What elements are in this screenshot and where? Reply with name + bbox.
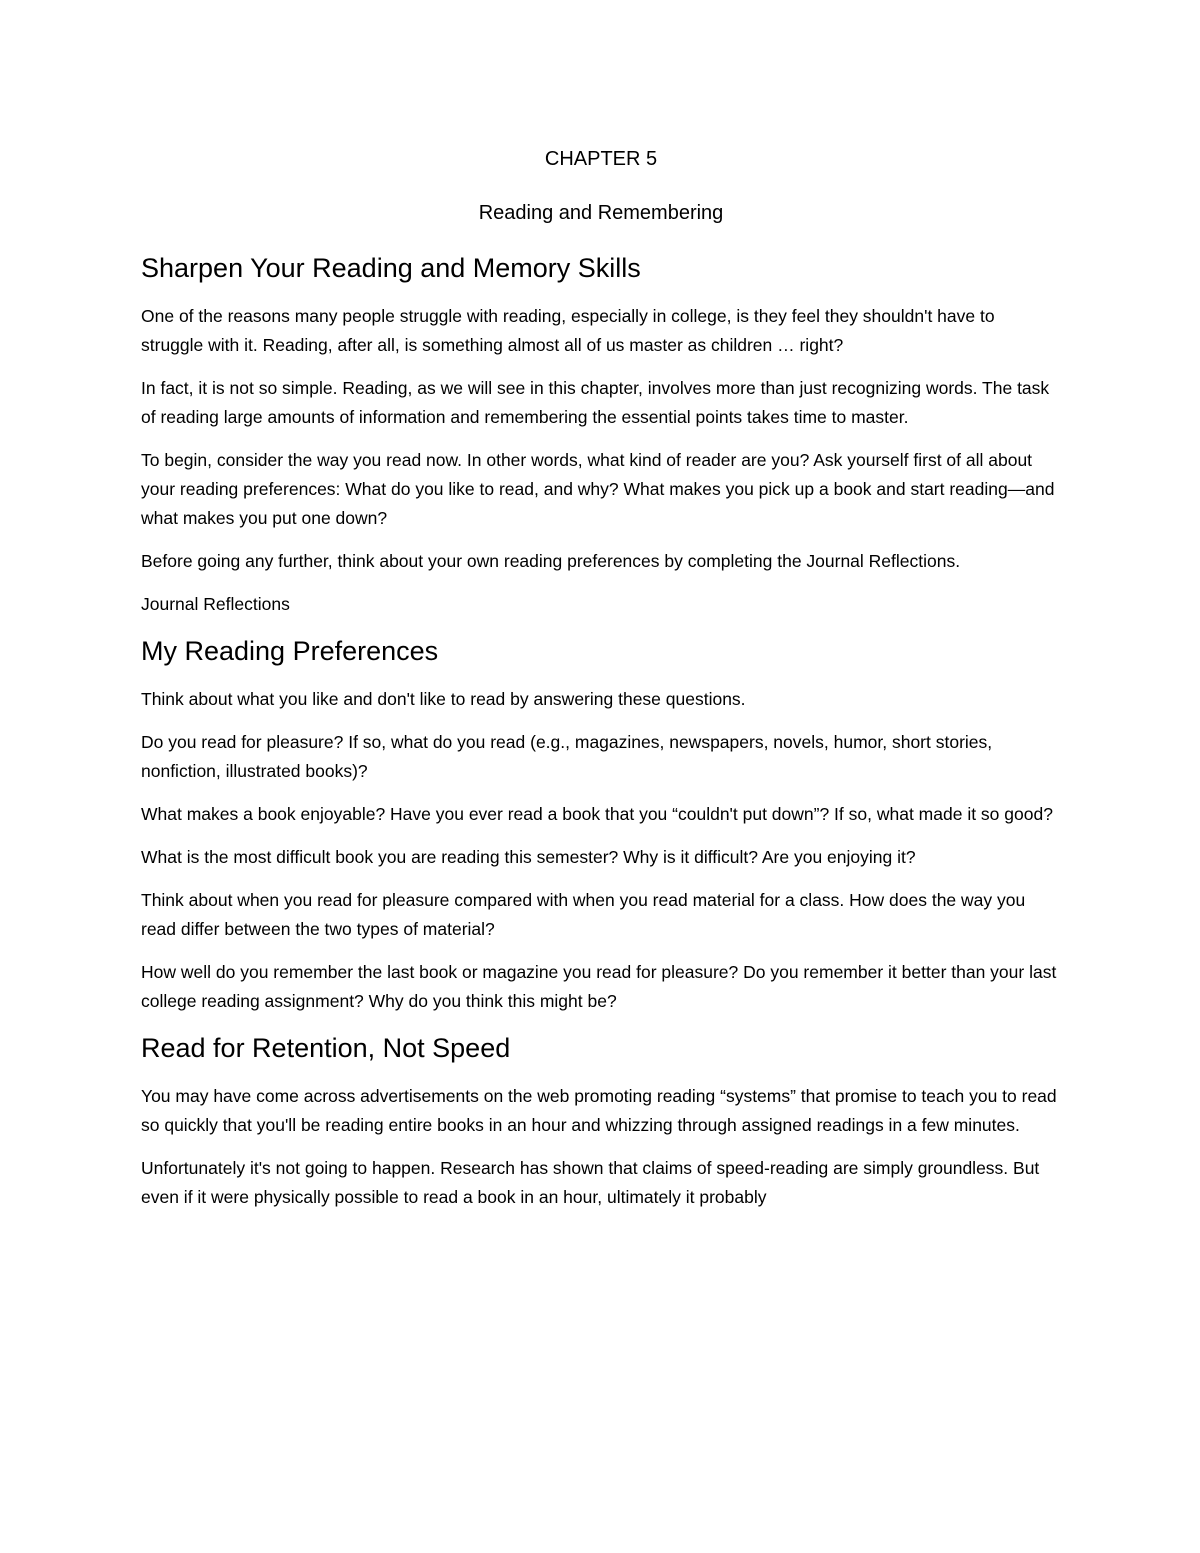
- page-content: [141, 142, 1061, 1226]
- question-paragraph: What is the most difficult book you are reading this semester? Why is it difficult? Are you enjoying it?: [141, 847, 916, 867]
- paragraph: You may have come across advertisements on the web promoting reading “systems” that promise to teach you to read so quickly that you'll be reading entire books in an hour and whizzing through assigned readings in a few minutes.: [141, 1086, 1057, 1135]
- paragraph: Before going any further, think about your own reading preferences by completing the Journal Reflections.: [141, 551, 961, 571]
- chapter-title: Reading and Remembering: [478, 202, 724, 224]
- question-paragraph: How well do you remember the last book or magazine you read for pleasure? Do you remember it better than your last college reading assignment? Why do you think this might be?: [141, 962, 1057, 1011]
- paragraph: Unfortunately it's not going to happen. Research has shown that claims of speed-reading are simply groundless. But even if it were physically possible to read a book in an hour, ultimately it probably: [141, 1158, 1040, 1207]
- paragraph: Think about what you like and don't like to read by answering these questions.: [141, 689, 746, 709]
- section-heading-retention: Read for Retention, Not Speed: [141, 1033, 511, 1063]
- paragraph: In fact, it is not so simple. Reading, as we will see in this chapter, involves more than just recognizing words. The task of reading large amounts of information and remembering the essential points takes time to master.: [141, 378, 1050, 427]
- section-heading-preferences: My Reading Preferences: [141, 636, 439, 666]
- section-heading-sharpen: Sharpen Your Reading and Memory Skills: [141, 253, 641, 283]
- paragraph: To begin, consider the way you read now. In other words, what kind of reader are you? Ask yourself first of all about your reading preferences: What do you like to read, and why? What makes you pick up a book and start reading—and what makes you put one down?: [141, 450, 1055, 528]
- question-paragraph: Do you read for pleasure? If so, what do you read (e.g., magazines, newspapers, novels, humor, short stories, nonfiction, illustrated books)?: [141, 732, 993, 781]
- chapter-number: CHAPTER 5: [544, 148, 658, 170]
- question-paragraph: What makes a book enjoyable? Have you ever read a book that you “couldn't put down”? If so, what made it so good?: [141, 804, 1053, 824]
- paragraph: One of the reasons many people struggle with reading, especially in college, is they feel they shouldn't have to struggle with it. Reading, after all, is something almost all of us master as children … right?: [141, 306, 995, 355]
- journal-reflections-label: Journal Reflections: [141, 594, 290, 614]
- question-paragraph: Think about when you read for pleasure compared with when you read material for a class. How does the way you read differ between the two types of material?: [141, 890, 1026, 939]
